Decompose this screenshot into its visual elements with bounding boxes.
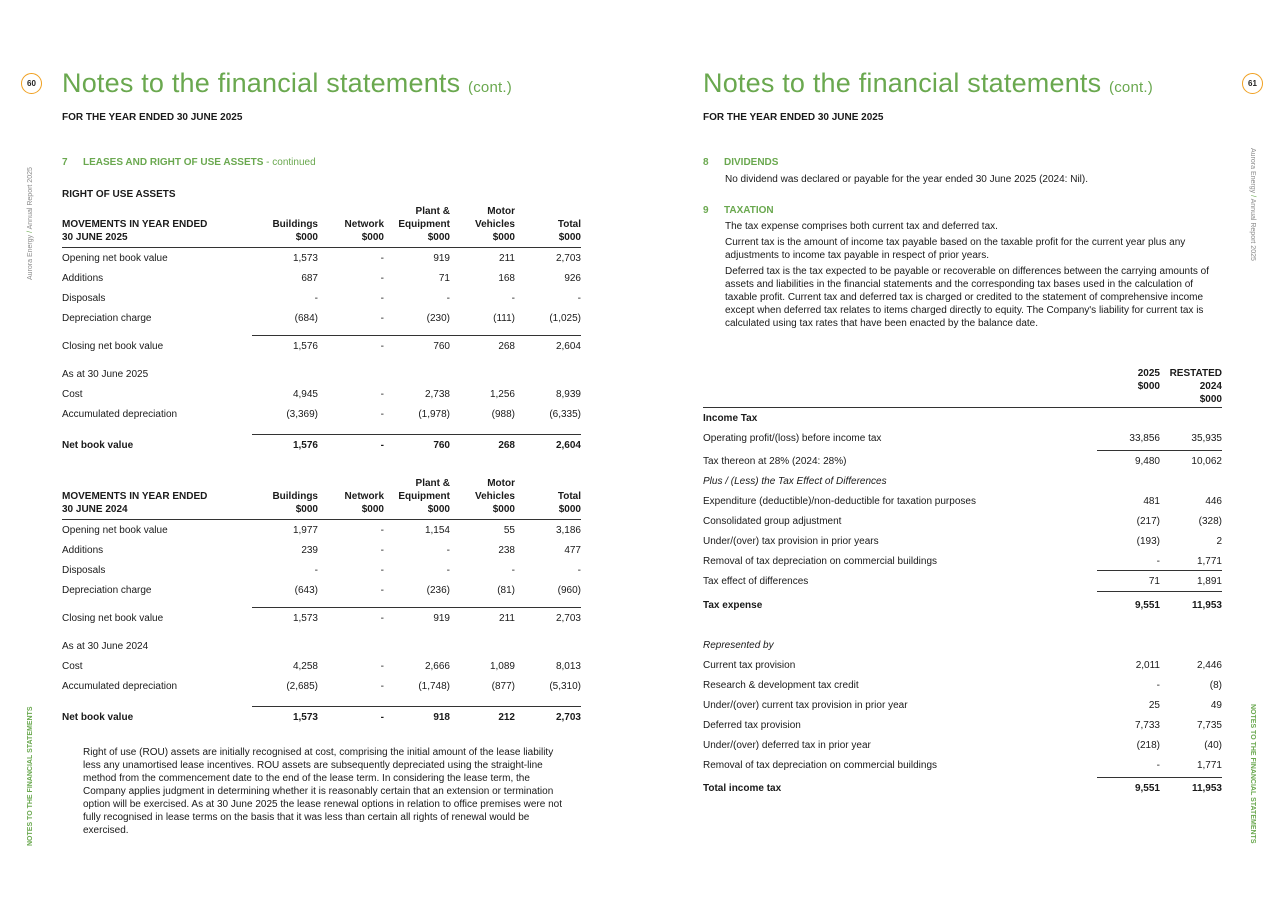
- rou-footnote: Right of use (ROU) assets are initially recognised at cost, comprising the initial amount of the lease liability less any unamortised lease incentives. ROU assets are subsequently depreciated using the straight-line method from the commencement date to the end of the lease term. In considering the lease term, the Company applies judgment in determining whether it is reasonably certain that an extension or termination option will be exercised. As at 30 June 2025 the lease renewal options in relation to office premises were not fully recognised in lease terms on the basis that it was less than certain all rights of renewal would be exercised.: [83, 747, 562, 836]
- value-2024: 11,953: [1191, 600, 1222, 611]
- row-label: Disposals: [62, 293, 106, 304]
- row-value: 4,258: [292, 661, 318, 672]
- row-value: -: [380, 712, 384, 723]
- row-value: 71: [438, 273, 450, 284]
- row-label: Disposals: [62, 565, 106, 576]
- row-value: (2,685): [286, 681, 318, 692]
- row-value: -: [577, 565, 581, 576]
- side-report-label-right: Aurora Energy / Annual Report 2025: [1249, 148, 1256, 261]
- row-value: 55: [503, 525, 515, 536]
- side-notes-label-right: NOTES TO THE FINANCIAL STATEMENTS: [1249, 704, 1256, 844]
- row-value: 268: [498, 341, 515, 352]
- page-number-left: 60: [21, 73, 42, 94]
- row-label: Represented by: [703, 640, 774, 651]
- table-row: [62, 293, 581, 307]
- row-value: 760: [433, 341, 450, 352]
- row-value: -: [380, 293, 384, 304]
- row-value: 760: [433, 440, 450, 451]
- row-value: 239: [301, 545, 318, 556]
- value-2025: 481: [1143, 496, 1160, 507]
- row-label: Plus / (Less) the Tax Effect of Differences: [703, 476, 887, 487]
- row-label: Consolidated group adjustment: [703, 516, 842, 527]
- row-value: -: [511, 565, 515, 576]
- row-label: Removal of tax depreciation on commercial buildings: [703, 760, 938, 771]
- row-label: Depreciation charge: [62, 585, 152, 596]
- row-label: Tax thereon at 28% (2024: 28%): [703, 456, 847, 467]
- row-value: 2,703: [555, 253, 581, 264]
- row-value: (643): [294, 585, 318, 596]
- row-value: 1,089: [489, 661, 515, 672]
- value-2024: 446: [1205, 496, 1222, 507]
- value-2025: -: [1156, 760, 1160, 771]
- table-row: [62, 585, 581, 599]
- tax-para-2: Current tax is the amount of income tax payable based on the taxable profit for the current year plus any adjustments to income tax payable in respect of prior years.: [725, 237, 1186, 261]
- section-8-heading: 8 DIVIDENDS: [703, 157, 779, 168]
- row-value: 1,154: [424, 525, 450, 536]
- row-value: -: [577, 293, 581, 304]
- table-row: [62, 661, 581, 675]
- row-value: -: [380, 661, 384, 672]
- row-value: -: [380, 525, 384, 536]
- row-value: 4,945: [292, 389, 318, 400]
- subtotal-rule: [1097, 570, 1222, 571]
- row-label: Tax effect of differences: [703, 576, 809, 587]
- row-value: 212: [498, 712, 515, 723]
- value-2024: (40): [1204, 740, 1222, 751]
- value-2025: -: [1156, 680, 1160, 691]
- value-2025: -: [1156, 556, 1160, 567]
- value-2025: 71: [1148, 576, 1160, 587]
- table-row: [62, 273, 581, 287]
- value-2024: 7,735: [1196, 720, 1222, 731]
- subtotal-rule: [1097, 591, 1222, 592]
- row-value: 8,939: [555, 389, 581, 400]
- tax-table-row: [703, 660, 1222, 674]
- tax-table-row: [703, 740, 1222, 754]
- row-label: Additions: [62, 273, 104, 284]
- row-value: 2,738: [424, 389, 450, 400]
- subtotal-rule: [252, 706, 581, 707]
- row-value: (230): [426, 313, 450, 324]
- row-label: Cost: [62, 389, 83, 400]
- row-value: -: [446, 565, 450, 576]
- column-header: Network $000: [344, 219, 384, 243]
- column-header: Plant & Equipment $000: [398, 478, 450, 515]
- dividends-text: No dividend was declared or payable for the year ended 30 June 2025 (2024: Nil).: [725, 174, 1089, 185]
- row-label: Expenditure (deductible)/non-deductible for taxation purposes: [703, 496, 976, 507]
- row-label: Accumulated depreciation: [62, 681, 178, 692]
- row-label: Depreciation charge: [62, 313, 152, 324]
- row-value: -: [380, 440, 384, 451]
- column-header: Motor Vehicles $000: [474, 206, 515, 243]
- value-2025: 7,733: [1134, 720, 1160, 731]
- table-header-label: MOVEMENTS IN YEAR ENDED 30 JUNE 2024: [62, 491, 208, 515]
- table-row: [62, 565, 581, 579]
- row-value: (3,369): [286, 409, 318, 420]
- column-header: Network $000: [344, 491, 384, 515]
- column-header: Plant & Equipment $000: [398, 206, 450, 243]
- tax-para-3: Deferred tax is the tax expected to be payable or recoverable on differences between the carrying amounts of assets and liabilities in the financial statements and the corresponding tax bases used in the calculation of taxable profit. Current tax and deferred tax is charged or credited to the statement of comprehensive income except when deferred tax relates to items charged directly to equity. The Company's liability for current tax is calculated using tax rates that have been enacted by the balance date.: [725, 266, 1209, 329]
- rou-table-2024: [62, 479, 581, 729]
- row-value: 1,573: [292, 253, 318, 264]
- row-label: Cost: [62, 661, 83, 672]
- subtotal-rule: [252, 607, 581, 608]
- value-2024: 2: [1216, 536, 1222, 547]
- row-label: Opening net book value: [62, 253, 168, 264]
- income-tax-heading: Income Tax: [703, 413, 758, 424]
- row-value: 211: [499, 613, 515, 624]
- row-value: 919: [433, 613, 450, 624]
- row-value: (111): [493, 313, 515, 324]
- row-value: -: [314, 293, 318, 304]
- subtotal-rule: [252, 434, 581, 435]
- column-header: Buildings $000: [272, 491, 318, 515]
- row-label: Operating profit/(loss) before income tax: [703, 433, 882, 444]
- table-row: [62, 341, 581, 355]
- value-2024: 49: [1210, 700, 1222, 711]
- column-header: Total $000: [557, 219, 581, 243]
- row-label: Additions: [62, 545, 104, 556]
- value-2025: 33,856: [1129, 433, 1160, 444]
- row-label: Closing net book value: [62, 613, 164, 624]
- table-row: [62, 525, 581, 539]
- tax-table-row: [703, 536, 1222, 550]
- value-2024: 11,953: [1191, 783, 1222, 794]
- row-value: 918: [433, 712, 450, 723]
- value-2025: 9,551: [1134, 783, 1160, 794]
- tax-table-row: [703, 433, 1222, 447]
- row-value: 1,573: [292, 712, 318, 723]
- row-value: -: [380, 341, 384, 352]
- row-value: -: [380, 273, 384, 284]
- tax-table-row: [703, 556, 1222, 570]
- row-value: -: [380, 565, 384, 576]
- value-2024: 35,935: [1191, 433, 1222, 444]
- value-2024: 1,891: [1196, 576, 1222, 587]
- row-value: -: [380, 545, 384, 556]
- row-label: Closing net book value: [62, 341, 164, 352]
- page-number-right: 61: [1242, 73, 1263, 94]
- tax-table-row: [703, 516, 1222, 530]
- value-2025: 2,011: [1135, 660, 1160, 671]
- row-value: (6,335): [549, 409, 581, 420]
- side-notes-label-left: NOTES TO THE FINANCIAL STATEMENTS: [27, 706, 34, 846]
- as-at-label: As at 30 June 2025: [62, 369, 149, 380]
- row-value: -: [314, 565, 318, 576]
- tax-table-row: [703, 496, 1222, 510]
- row-value: -: [380, 389, 384, 400]
- row-label: Net book value: [62, 440, 134, 451]
- row-value: (236): [426, 585, 450, 596]
- row-value: 3,186: [555, 525, 581, 536]
- row-value: (960): [557, 585, 581, 596]
- row-value: 1,256: [489, 389, 515, 400]
- row-value: -: [446, 293, 450, 304]
- row-value: 477: [564, 545, 581, 556]
- row-value: (684): [294, 313, 318, 324]
- subtitle-right: FOR THE YEAR ENDED 30 JUNE 2025: [703, 112, 884, 123]
- value-2025: (218): [1136, 740, 1160, 751]
- side-report-label-left: Aurora Energy / Annual Report 2025: [27, 167, 34, 280]
- row-value: 168: [498, 273, 515, 284]
- value-2025: 9,480: [1134, 456, 1160, 467]
- row-label: Tax expense: [703, 600, 763, 611]
- row-label: Opening net book value: [62, 525, 168, 536]
- table-header: [62, 479, 581, 520]
- tax-table-row: [703, 783, 1222, 797]
- section-7-heading: 7 LEASES AND RIGHT OF USE ASSETS - continued: [62, 157, 316, 168]
- tax-table-row: [703, 576, 1222, 590]
- row-value: 687: [301, 273, 318, 284]
- row-value: 2,703: [555, 712, 581, 723]
- row-value: 2,666: [424, 661, 450, 672]
- value-2025: 9,551: [1134, 600, 1160, 611]
- row-value: 1,977: [292, 525, 318, 536]
- value-2024: 2,446: [1196, 660, 1222, 671]
- row-value: -: [511, 293, 515, 304]
- subtitle-left: FOR THE YEAR ENDED 30 JUNE 2025: [62, 112, 243, 123]
- row-value: 2,604: [555, 341, 581, 352]
- row-label: Accumulated depreciation: [62, 409, 178, 420]
- row-label: Deferred tax provision: [703, 720, 801, 731]
- row-label: Total income tax: [703, 783, 782, 794]
- tax-table-row: [703, 476, 1222, 490]
- table-header-label: MOVEMENTS IN YEAR ENDED 30 JUNE 2025: [62, 219, 208, 243]
- row-value: (81): [497, 585, 515, 596]
- subtotal-rule: [1097, 450, 1222, 451]
- row-label: Research & development tax credit: [703, 680, 859, 691]
- value-2024: (328): [1198, 516, 1222, 527]
- tax-table-row: [703, 720, 1222, 734]
- row-value: 2,604: [555, 440, 581, 451]
- value-2025: (217): [1136, 516, 1160, 527]
- table-row: [62, 712, 581, 726]
- row-label: Net book value: [62, 712, 134, 723]
- column-header: Total $000: [557, 491, 581, 515]
- row-label: Current tax provision: [703, 660, 796, 671]
- row-value: (1,025): [549, 313, 581, 324]
- as-at-label: As at 30 June 2024: [62, 641, 149, 652]
- row-value: 1,576: [292, 341, 318, 352]
- value-2024: (8): [1209, 680, 1222, 691]
- row-value: 238: [498, 545, 515, 556]
- value-2025: 25: [1148, 700, 1160, 711]
- table-row: [62, 313, 581, 327]
- table-row: [62, 253, 581, 267]
- row-value: -: [380, 681, 384, 692]
- row-value: 1,576: [292, 440, 318, 451]
- row-value: 8,013: [555, 661, 581, 672]
- tax-table-row: [703, 640, 1222, 654]
- row-value: 919: [433, 253, 450, 264]
- row-label: Under/(over) current tax provision in prior year: [703, 700, 908, 711]
- row-value: 268: [498, 440, 515, 451]
- row-value: (988): [491, 409, 515, 420]
- table-row: [62, 681, 581, 695]
- value-2024: 1,771: [1196, 760, 1222, 771]
- tax-table-row: [703, 456, 1222, 470]
- subtotal-rule: [1097, 777, 1222, 778]
- tax-header-rule: [703, 407, 1222, 408]
- table-row: [62, 409, 581, 423]
- row-value: -: [380, 313, 384, 324]
- value-2025: (193): [1136, 536, 1160, 547]
- row-value: -: [380, 253, 384, 264]
- row-value: 211: [499, 253, 515, 264]
- row-value: -: [380, 613, 384, 624]
- tax-table-row: [703, 700, 1222, 714]
- row-value: -: [380, 585, 384, 596]
- row-value: (877): [491, 681, 515, 692]
- col-header-2024: RESTATED 2024 $000: [1169, 368, 1222, 405]
- value-2024: 1,771: [1196, 556, 1222, 567]
- row-value: 1,573: [292, 613, 318, 624]
- row-label: Under/(over) deferred tax in prior year: [703, 740, 871, 751]
- row-value: (5,310): [549, 681, 581, 692]
- page-title-left: Notes to the financial statements (cont.): [62, 68, 512, 98]
- tax-table-row: [703, 680, 1222, 694]
- rou-heading: RIGHT OF USE ASSETS: [62, 189, 176, 200]
- table-row: [62, 613, 581, 627]
- row-value: (1,748): [418, 681, 450, 692]
- row-value: 926: [564, 273, 581, 284]
- row-label: Removal of tax depreciation on commercial buildings: [703, 556, 938, 567]
- row-value: -: [446, 545, 450, 556]
- row-value: -: [380, 409, 384, 420]
- tax-para-1: The tax expense comprises both current tax and deferred tax.: [725, 221, 998, 232]
- table-row: [62, 545, 581, 559]
- row-value: 2,703: [555, 613, 581, 624]
- table-row: [62, 440, 581, 454]
- table-header: [62, 207, 581, 248]
- tax-table-row: [703, 760, 1222, 774]
- column-header: Buildings $000: [272, 219, 318, 243]
- table-row: [62, 389, 581, 403]
- row-label: Under/(over) tax provision in prior years: [703, 536, 879, 547]
- rou-table-2025: [62, 207, 581, 457]
- section-9-heading: 9 TAXATION: [703, 205, 774, 216]
- tax-table-row: [703, 600, 1222, 614]
- row-value: (1,978): [418, 409, 450, 420]
- value-2024: 10,062: [1191, 456, 1222, 467]
- column-header: Motor Vehicles $000: [474, 478, 515, 515]
- page-title-right: Notes to the financial statements (cont.): [703, 68, 1153, 98]
- col-header-2025: 2025 $000: [1137, 368, 1160, 392]
- subtotal-rule: [252, 335, 581, 336]
